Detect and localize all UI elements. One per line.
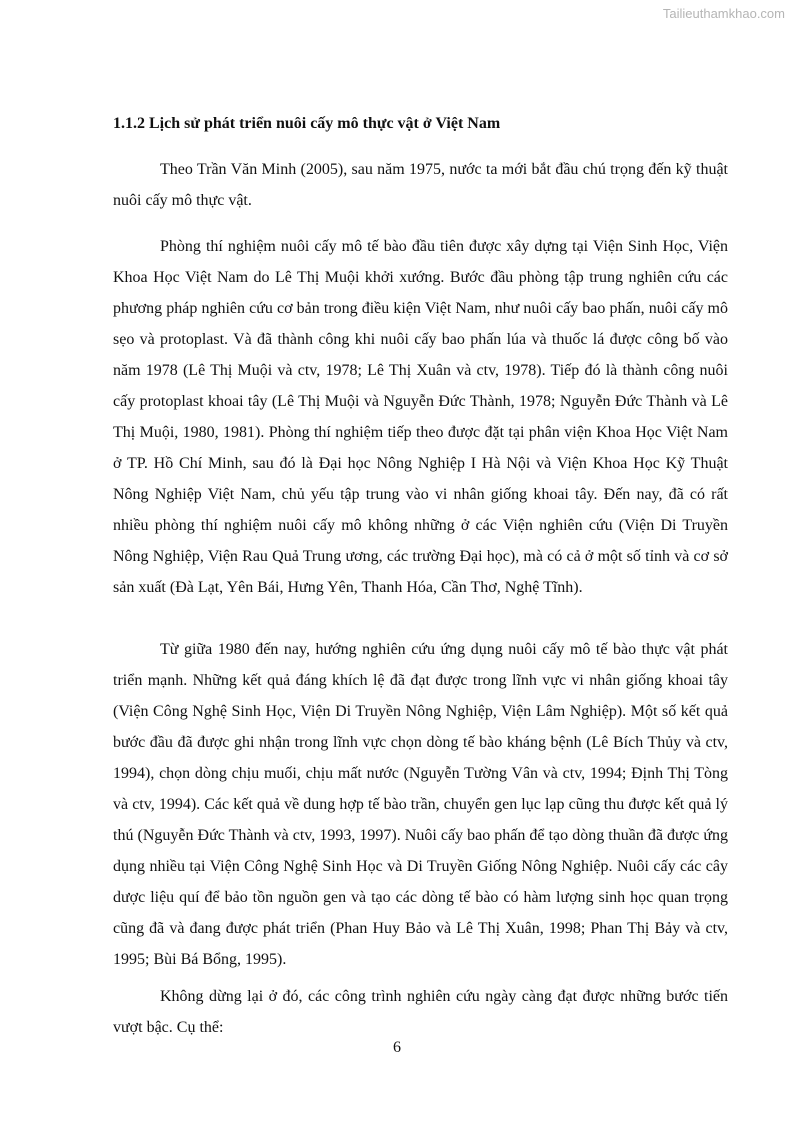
paragraph-3: Từ giữa 1980 đến nay, hướng nghiên cứu ứng dụng nuôi cấy mô tế bào thực vật phát triển mạnh. Những kết quả đáng khích lệ đã đạt được trong lĩnh vực vi nhân giống khoai tây (Viện Công Nghệ Sinh Học, Viện Di Truyền Nông Nghiệp, Viện Lâm Nghiệp). Một số kết quả bước đầu đã được ghi nhận trong lĩnh vực chọn dòng tế bào kháng bệnh (Lê Bích Thủy và ctv, 1994), chọn dòng chịu muối, chịu mất nước (Nguyễn Tường Vân và ctv, 1994; Định Thị Tòng và ctv, 1994). Các kết quả về dung hợp tế bào trần, chuyển gen lục lạp cũng thu được kết quả lý thú (Nguyễn Đức Thành và ctv, 1993, 1997). Nuôi cấy bao phấn để tạo dòng thuần đã được ứng dụng nhiều tại Viện Công Nghệ Sinh Học và Di Truyền Giống Nông Nghiệp. Nuôi cấy các cây dược liệu quí để bảo tồn nguồn gen và tạo các dòng tế bào có hàm lượng sinh học quan trọng cũng đã và đang được phát triển (Phan Huy Bảo và Lê Thị Xuân, 1998; Phan Thị Bảy và ctv, 1995; Bùi Bá Bổng, 1995). [113, 641, 728, 968]
watermark: Tailieuthamkhao.com [662, 6, 785, 21]
paragraph-1: Theo Trần Văn Minh (2005), sau năm 1975, nước ta mới bắt đầu chú trọng đến kỹ thuật nuôi cấy mô thực vật. [113, 161, 728, 209]
paragraph-4: Không dừng lại ở đó, các công trình nghiên cứu ngày càng đạt được những bước tiến vượt bậc. Cụ thể: [113, 988, 728, 1036]
page-number: 6 [393, 1039, 401, 1056]
section-heading: 1.1.2 Lịch sử phát triển nuôi cấy mô thực vật ở Việt Nam [113, 115, 501, 132]
paragraph-2: Phòng thí nghiệm nuôi cấy mô tế bào đầu tiên được xây dựng tại Viện Sinh Học, Viện Khoa Học Việt Nam do Lê Thị Muội khởi xướng. Bước đầu phòng tập trung nghiên cứu các phương pháp nghiên cứu cơ bản trong điều kiện Việt Nam, như nuôi cấy bao phấn, nuôi cấy mô sẹo và protoplast. Và đã thành công khi nuôi cấy bao phấn lúa và thuốc lá được công bố vào năm 1978 (Lê Thị Muội và ctv, 1978; Lê Thị Xuân và ctv, 1978). Tiếp đó là thành công nuôi cấy protoplast khoai tây (Lê Thị Muội và Nguyễn Đức Thành, 1978; Nguyễn Đức Thành và Lê Thị Muội, 1980, 1981). Phòng thí nghiệm tiếp theo được đặt tại phân viện Khoa Học Việt Nam ở TP. Hồ Chí Minh, sau đó là Đại học Nông Nghiệp I Hà Nội và Viện Khoa Học Kỹ Thuật Nông Nghiệp Việt Nam, chủ yếu tập trung vào vi nhân giống khoai tây. Đến nay, đã có rất nhiều phòng thí nghiệm nuôi cấy mô không những ở các Viện nghiên cứu (Viện Di Truyền Nông Nghiệp, Viện Rau Quả Trung ương, các trường Đại học), mà có cả ở một số tỉnh và cơ sở sản xuất (Đà Lạt, Yên Bái, Hưng Yên, Thanh Hóa, Cần Thơ, Nghệ Tĩnh). [113, 238, 728, 596]
